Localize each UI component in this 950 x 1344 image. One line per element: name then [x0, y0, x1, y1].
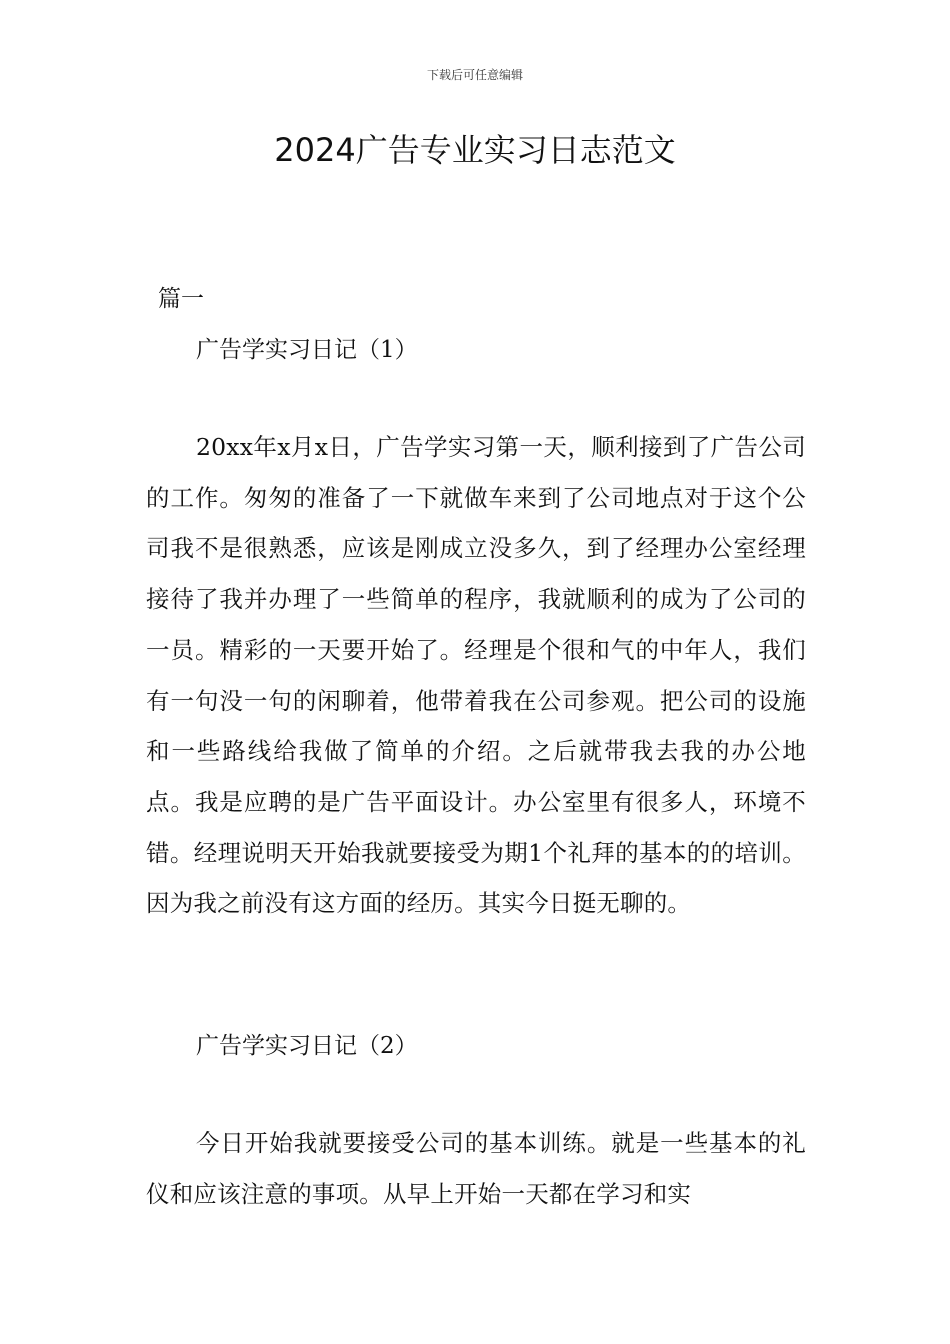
header-note: 下载后可任意编辑: [426, 68, 523, 82]
entry-heading-2: 广告学实习日记（2）: [196, 1033, 418, 1059]
document-title: 2024广告专业实习日志范文: [274, 131, 676, 169]
entry-body-1: 20xx年x月x日，广告学实习第一天，顺利接到了广告公司的工作。匆匆的准备了一下就做车来到了公司地点对于这个公司我不是很熟悉，应该是刚成立没多久，到了经理办公室经理接待了我并办理了一些简单的程序，我就顺利的成为了公司的一员。精彩的一天要开始了。经理是个很和气的中年人，我们有一句没一句的闲聊着，他带着我在公司参观。把公司的设施和一些路线给我做了简单的介绍。之后就带我去我的办公地点。我是应聘的是广告平面设计。办公室里有很多人，环境不错。经理说明天开始我就要接受为期1个礼拜的基本的的培训。因为我之前没有这方面的经历。其实今日挺无聊的。: [146, 433, 806, 918]
entry-heading-1: 广告学实习日记（1）: [196, 337, 418, 363]
entry-body-2: 今日开始我就要接受公司的基本训练。就是一些基本的礼仪和应该注意的事项。从早上开始一天都在学习和实: [146, 1129, 806, 1208]
section-label: 篇一: [158, 286, 204, 312]
